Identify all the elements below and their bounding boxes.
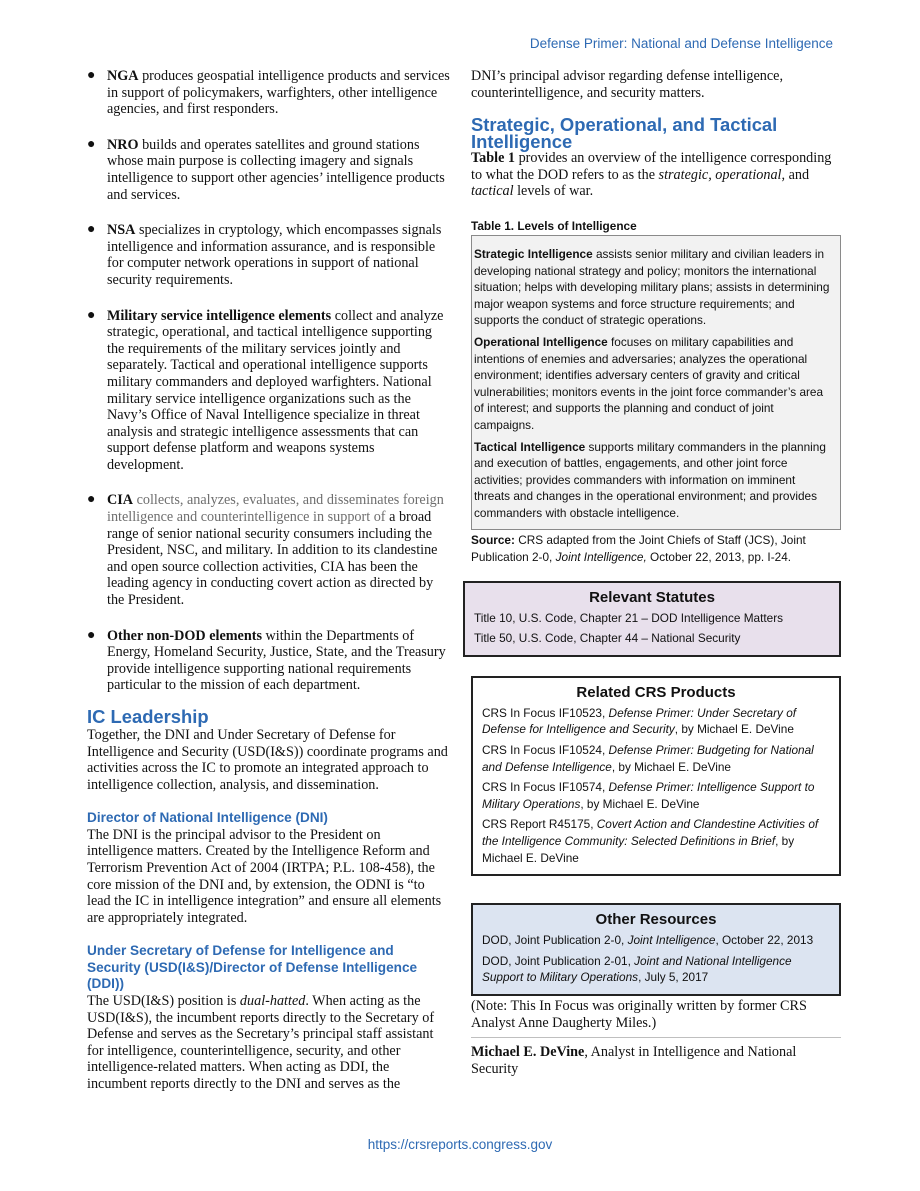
divider [471, 1037, 841, 1038]
table-row: Tactical Intelligence supports military commanders in the planning and execution of battles, engagements, and other joint force activities; provides commanders with information on imminent threats and changes in the operational environment; and provides commanders with obstacle intelligence. [474, 439, 826, 520]
ic-leadership-body: Together, the DNI and Under Secretary of Defense for Intelligence and Security (USD(I&S)) coordinate programs and activities across the IC to promote an integrated approach to intelligence collection, analysis, and dissemination. [87, 727, 448, 793]
bullet-icon: ● [87, 307, 96, 323]
table-caption: Table 1. Levels of Intelligence [471, 218, 637, 233]
list-item: ● Military service intelligence elements collect and analyze strategic, operational, and tactical intelligence supporting the requirements of the military services jointly and separately. Tactical and operational intelligence supports military commanders and deployed warfighters. National military service intelligence organizations such as the Navy’s Office of Naval Intelligence specialize in threat analysis and strategic intelligence assessments that can support defense platform and weapons systems development. [87, 307, 444, 473]
bullet-icon: ● [87, 492, 96, 508]
resource-item: DOD, Joint Publication 2-0, Joint Intelligence, October 22, 2013 [482, 933, 814, 948]
bullet-icon: ● [87, 68, 96, 83]
levels-table [471, 235, 841, 531]
sot-heading: Strategic, Operational, and Tactical Intelligence [471, 114, 778, 153]
ic-elements-list [87, 68, 450, 694]
bullet-icon: ● [87, 136, 96, 152]
footer-link[interactable]: https://crsreports.congress.gov [367, 1137, 553, 1152]
box-title: Other Resources [595, 911, 717, 929]
product-item: CRS In Focus IF10524, Defense Primer: Budgeting for National and Defense Intelligence, by Michael E. DeVine [482, 743, 814, 774]
relevant-statutes-box [463, 581, 841, 657]
left-column [87, 68, 450, 1093]
product-item: CRS Report R45175, Covert Action and Clandestine Activities of the Intelligence Community: Selected Definitions in Brief, by Michael E. DeVine [482, 817, 819, 865]
resource-item: DOD, Joint Publication 2-01, Joint and National Intelligence Support to Military Operations, July 5, 2017 [482, 953, 792, 985]
right-column [471, 68, 841, 1077]
authorship-note: (Note: This In Focus was originally written by former CRS Analyst Anne Daugherty Miles.) [471, 997, 807, 1031]
table-source: Source: CRS adapted from the Joint Chiefs of Staff (JCS), Joint Publication 2-0, Joint Intelligence, October 22, 2013, pp. I-24. [471, 533, 806, 565]
bullet-icon: ● [87, 222, 96, 238]
statute-item: Title 50, U.S. Code, Chapter 44 – National Security [474, 631, 741, 646]
list-item: ● NRO builds and operates satellites and ground stations whose main purpose is collecting imagery and signals intelligence to support other agencies’ intelligence products and services. [87, 136, 445, 203]
usd-body: The USD(I&S) position is dual-hatted. When acting as the USD(I&S), the incumbent reports directly to the Secretary of Defense and serves as the Secretary’s principal staff assistant for intelligence, counterintelligence, security, and other intelligence-related matters. When acting as DDI, the incumbent reports directly to the DNI and serves as the [87, 992, 435, 1092]
sot-body: Table 1 provides an overview of the intelligence corresponding to what the DOD refers to as the strategic, operational, and tactical levels of war. [471, 150, 832, 200]
product-item: CRS In Focus IF10523, Defense Primer: Under Secretary of Defense for Intelligence and Security, by Michael E. DeVine [482, 705, 797, 737]
running-header: Defense Primer: National and Defense Intelligence [529, 36, 833, 51]
list-item: ● Other non-DOD elements within the Departments of Energy, Homeland Security, Justice, State, and the Treasury provide intelligence supporting national requirements particular to the mission of each department. [87, 627, 446, 694]
dni-body: The DNI is the principal advisor to the President on intelligence matters. Created by the Intelligence Reform and Terrorism Prevention Act of 2004 (IRTPA; P.L. 108-458), the core mission of the DNI and, by extension, the ODNI is “to lead the IC in intelligence integration” and ensure all elements are appropriately integrated. [87, 826, 442, 926]
box-title: Relevant Statutes [589, 588, 715, 606]
box-title: Related CRS Products [576, 683, 736, 701]
product-item: CRS In Focus IF10574, Defense Primer: Intelligence Support to Military Operations, by Michael E. DeVine [482, 780, 815, 811]
table-row: Strategic Intelligence assists senior military and civilian leaders in developing national strategy and policy; monitors the international situation; helps with developing military plans; assists in determining major weapon systems and force structure requirements; and supports the conduct of strategic operations. [474, 246, 830, 328]
list-item: ● NGA produces geospatial intelligence products and services in support of policymakers, warfighters, other intelligence agencies, and first responders. [87, 68, 450, 118]
continuation-text: DNI’s principal advisor regarding defense intelligence, counterintelligence, and security matters. [471, 68, 784, 101]
statute-item: Title 10, U.S. Code, Chapter 21 – DOD Intelligence Matters [474, 610, 784, 625]
usd-heading: Under Secretary of Defense for Intelligence and Security (USD(I&S)/Director of Defense Intelligence (DDI)) [87, 943, 418, 992]
table-row: Operational Intelligence focuses on military capabilities and intentions of enemies and adversaries; analyzes the operational environment; identifies adversary centers of gravity and critical vulnerabilities; monitors events in the joint force commander’s area of interest; and supports the planning and conduct of joint campaigns. [474, 334, 824, 432]
other-resources-box [471, 903, 841, 996]
bullet-icon: ● [87, 627, 96, 643]
related-crs-products-box [471, 676, 841, 876]
dni-heading: Director of National Intelligence (DNI) [87, 810, 328, 826]
list-item: ● NSA specializes in cryptology, which encompasses signals intelligence and information assurance, and is responsible for computer network operations in support of national security requirements. [87, 222, 442, 288]
list-item: ● CIA collects, analyzes, evaluates, and disseminates foreign intelligence and counterintelligence in support of a broad range of senior national security consumers including the President, NSC, and military. In addition to its clandestine and open source collection activities, CIA has been the leading agency in conducting covert action as directed by the President. [87, 492, 444, 609]
ic-leadership-heading: IC Leadership [87, 706, 209, 727]
author-info: Michael E. DeVine, Analyst in Intelligence and National Security [471, 1044, 797, 1077]
